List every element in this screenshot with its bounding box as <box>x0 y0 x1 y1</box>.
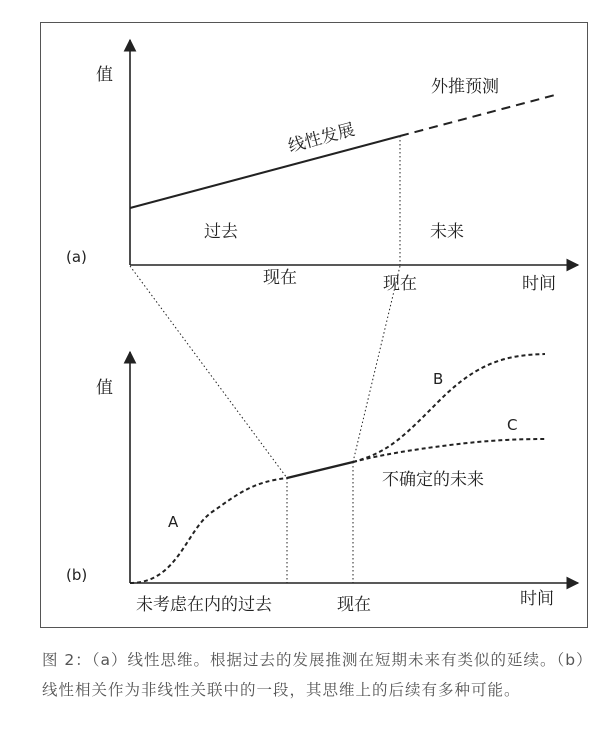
curve-a <box>130 478 287 583</box>
curve-b <box>353 354 545 462</box>
panel-a-label: (a) <box>66 248 87 266</box>
uncertain-future-label: 不确定的未来 <box>382 470 484 490</box>
panel-a-extrapolation-line <box>400 95 555 136</box>
panel-b-label: (b) <box>66 566 88 584</box>
figure-caption: 图 2：（a）线性思维。根据过去的发展推测在短期未来有类似的延续。（b）线性相关作为非线性关联中的一段，其思维上的后续有多种可能。 <box>42 651 585 699</box>
panel-a-past-label: 过去 <box>204 222 238 242</box>
panel-a-linear-line <box>130 136 400 208</box>
panel-a-future-label: 未来 <box>430 222 464 242</box>
curve-b-label: B <box>433 370 444 388</box>
panel-a-extrapolation-label: 外推预测 <box>431 77 499 97</box>
panel-a-now-right-label: 现在 <box>383 274 417 294</box>
panel-b <box>66 352 578 615</box>
curve-c-label: C <box>507 416 518 434</box>
panel-a-y-axis-label: 值 <box>96 65 113 85</box>
linear-segment <box>287 462 353 478</box>
panel-a-now-left-label: 现在 <box>263 268 297 288</box>
connector-left <box>130 266 287 478</box>
panel-b-x-axis-label: 时间 <box>520 589 554 609</box>
past-included-label: 未考虑在内的过去 <box>136 595 272 615</box>
zoom-connectors <box>130 266 400 478</box>
panel-a-x-axis-label: 时间 <box>522 274 556 294</box>
connector-right <box>353 266 400 462</box>
panel-a-linear-label: 线性发展 <box>286 119 357 157</box>
panel-a <box>66 40 578 294</box>
panel-b-y-axis-label: 值 <box>96 378 113 398</box>
curve-a-label: A <box>168 513 179 531</box>
panel-b-now-label: 现在 <box>337 595 371 615</box>
